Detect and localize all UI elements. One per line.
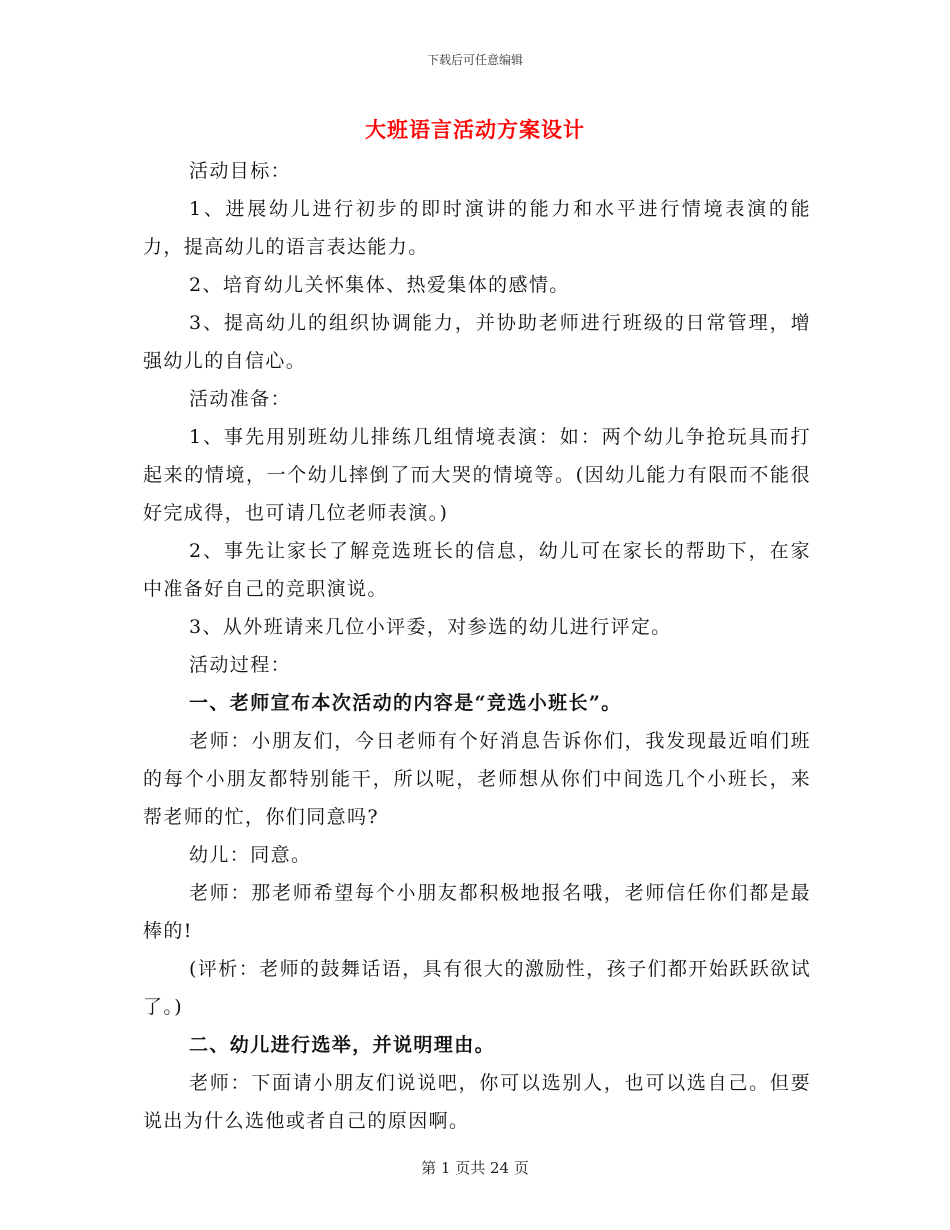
goal-item-3: 3、提高幼儿的组织协调能力，并协助老师进行班级的日常管理，增强幼儿的自信心。 — [143, 312, 811, 372]
goal-item-2: 2、培育幼儿关怀集体、热爱集体的感情。 — [189, 274, 570, 296]
preparation-item-1: 1、事先用别班幼儿排练几组情境表演：如：两个幼儿争抢玩具而打起来的情境，一个幼儿摔倒了而大哭的情境等。(因幼儿能力有限而不能很好完成得，也可请几位老师表演。) — [143, 426, 811, 524]
preparation-item-3: 3、从外班请来几位小评委，对参选的幼儿进行评定。 — [189, 616, 672, 638]
dialogue-teacher-1: 老师：小朋友们，今日老师有个好消息告诉你们，我发现最近咱们班的每个小朋友都特别能干，所以呢，老师想从你们中间选几个小班长，来帮老师的忙，你们同意吗? — [143, 730, 811, 828]
process-step-1-heading: 一、老师宣布本次活动的内容是“竞选小班长”。 — [189, 692, 622, 714]
preparation-item-2: 2、事先让家长了解竞选班长的信息，幼儿可在家长的帮助下，在家中准备好自己的竞职演说。 — [143, 540, 811, 600]
commentary-note: (评析：老师的鼓舞话语，具有很大的激励性，孩子们都开始跃跃欲试了。) — [143, 958, 811, 1018]
section-heading-goals: 活动目标： — [189, 160, 292, 182]
page-header-note: 下载后可任意编辑 — [426, 53, 523, 67]
process-step-2-heading: 二、幼儿进行选举，并说明理由。 — [189, 1034, 496, 1056]
goal-item-1: 1、进展幼儿进行初步的即时演讲的能力和水平进行情境表演的能力，提高幼儿的语言表达能力。 — [143, 198, 811, 258]
document-body — [143, 152, 811, 1140]
dialogue-children-1: 幼儿：同意。 — [189, 844, 312, 866]
dialogue-teacher-3: 老师：下面请小朋友们说说吧，你可以选别人，也可以选自己。但要说出为什么选他或者自己的原因啊。 — [143, 1072, 811, 1132]
document-title: 大班语言活动方案设计 — [365, 117, 585, 142]
dialogue-teacher-2: 老师：那老师希望每个小朋友都积极地报名哦，老师信任你们都是最棒的! — [143, 882, 811, 942]
section-heading-process: 活动过程： — [189, 654, 292, 676]
section-heading-preparation: 活动准备： — [189, 388, 292, 410]
page-number: 第 1 页共 24 页 — [421, 1159, 529, 1177]
